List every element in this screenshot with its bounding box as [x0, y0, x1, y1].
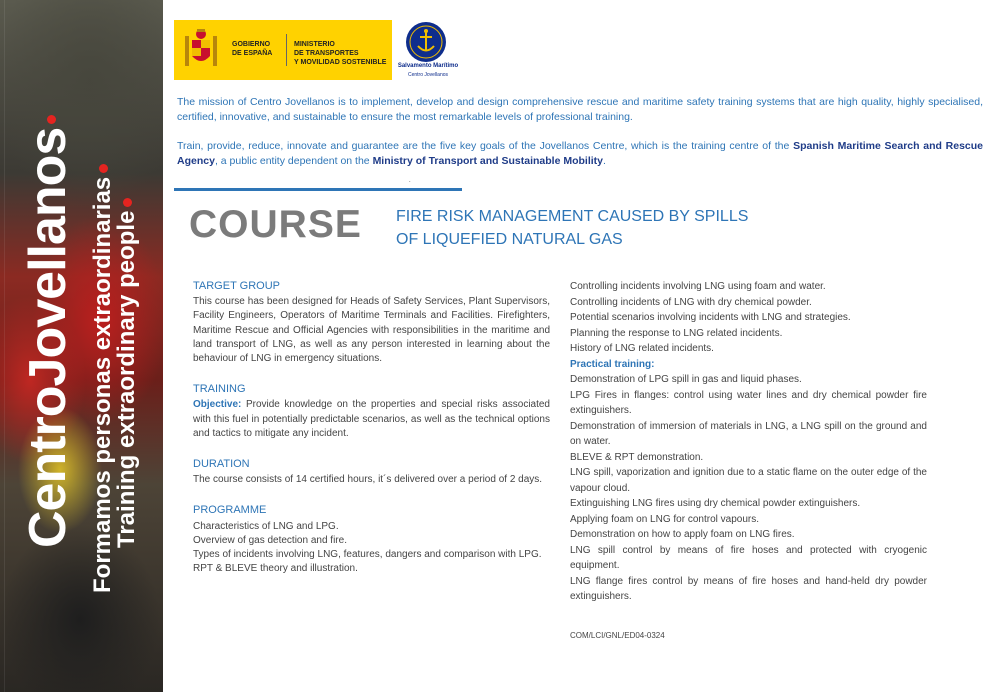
logo-separator [286, 34, 287, 66]
agency-name: Spanish Maritime Search and Rescue Agency [177, 140, 983, 167]
list-item: LNG spill, vaporization and ignition due to a static flame on the outer edge of the vapour cloud. [570, 467, 927, 494]
list-item: Types of incidents involving LNG, features, dangers and comparison with LPG. [193, 549, 542, 561]
list-item: Characteristics of LNG and LPG. [193, 520, 339, 532]
training-text: Objective: Provide knowledge on the properties and special risks associated with this fuel in potentially predictable scenarios, as well as the technical options and tactics to mitigate any incident. [193, 399, 550, 439]
list-item: RPT & BLEVE theory and illustration. [193, 563, 358, 575]
left-column [193, 279, 550, 576]
list-item: History of LNG related incidents. [570, 343, 714, 354]
blue-divider [174, 188, 462, 191]
section-heading: TRAINING [193, 383, 246, 396]
duration-section [193, 457, 550, 487]
list-item: Potential scenarios involving incidents with LNG and strategies. [570, 312, 851, 323]
centro-jovellanos-label: Centro Jovellanos [407, 72, 449, 78]
duration-text: The course consists of 14 certified hours, it´s delivered over a period of 2 days. [193, 474, 543, 486]
side-tagline-es: Formamos personas extraordinarias [89, 164, 117, 593]
decorative-dot: . [409, 178, 411, 184]
training-section [193, 382, 550, 441]
salvamento-maritimo-name: Salvamento Marítimo [397, 63, 459, 69]
mission-paragraph: The mission of Centro Jovellanos is to implement, develop and design comprehensive rescue and maritime safety training systems that are high quality, highly specialised, certified, innovative, and sustainable to ensure the most remarkable levels of professional training. [177, 96, 983, 123]
side-brand: CentroJovellanos [18, 115, 78, 548]
course-label: COURSE [189, 203, 362, 246]
course-title: FIRE RISK MANAGEMENT CAUSED BY SPILLS OF LIQUEFIED NATURAL GAS [396, 208, 749, 248]
side-tagline-en: Training extraordinary people [113, 198, 141, 548]
list-item: Demonstration on how to apply foam on LNG fires. [570, 529, 795, 540]
list-item: LNG flange fires control by means of fire hoses and hand-held dry powder extinguishers. [570, 575, 927, 602]
gobierno-logo [174, 20, 392, 80]
anchor-icon [406, 22, 446, 62]
list-item: Extinguishing LNG fires using dry chemical powder extinguishers. [570, 498, 861, 509]
target-group-text: This course has been designed for Heads of Safety Services, Plant Supervisors, Facility Engineers, Operators of Maritime Terminals and Facilities. Firefighters, Maritime Rescue and Official Agencies with responsibilities in the maritime and land transport of LNG, as well as any person interested in learning about the behaviour of LNG in emergency situations. [193, 296, 550, 365]
objective-label: Objective: [193, 399, 242, 411]
list-item: LNG spill control by means of fire hoses and protected with cryogenic equipment. [570, 544, 927, 571]
list-item: Demonstration of immersion of materials in LNG, a LNG spill on the ground and on water. [570, 420, 927, 447]
list-item: BLEVE & RPT demonstration. [570, 451, 704, 463]
document-code: COM/LCI/GNL/ED04-0324 [570, 631, 665, 640]
list-item: LPG Fires in flanges: control using water lines and dry chemical powder fire extinguishers. [570, 389, 927, 416]
target-group-section [193, 279, 550, 366]
red-dot-icon [99, 164, 108, 173]
salvamento-maritimo-logo-icon [406, 22, 446, 62]
right-column [570, 279, 927, 605]
list-item: Controlling incidents involving LNG using foam and water. [570, 281, 826, 292]
red-dot-icon [47, 115, 56, 124]
list-item: Demonstration of LPG spill in gas and liquid phases. [570, 374, 802, 385]
practical-training-heading: Practical training: [570, 358, 655, 370]
programme-section [193, 503, 550, 576]
list-item: Controlling incidents of LNG with dry chemical powder. [570, 296, 812, 308]
coat-of-arms-icon [182, 26, 220, 72]
goals-paragraph: Train, provide, reduce, innovate and guarantee are the five key goals of the Jovellanos Centre, which is the training centre of the Spanish Maritime Search and Rescue Agency, a public entity dependent on the Ministry of Transport and Sustainable Mobility. [177, 140, 983, 167]
list-item: Applying foam on LNG for control vapours. [570, 513, 759, 525]
red-dot-icon [123, 198, 132, 207]
section-heading: PROGRAMME [193, 504, 267, 517]
section-heading: TARGET GROUP [193, 280, 280, 292]
ministry-name: Ministry of Transport and Sustainable Mobility [372, 155, 604, 167]
ministerio-text: MINISTERIO DE TRANSPORTES Y MOVILIDAD SOSTENIBLE [294, 41, 387, 66]
side-photo-strip [0, 0, 163, 692]
gobierno-text: GOBIERNO DE ESPAÑA [232, 41, 273, 57]
list-item: Overview of gas detection and fire. [193, 534, 347, 546]
list-item: Planning the response to LNG related incidents. [570, 327, 783, 339]
section-heading: DURATION [193, 458, 250, 471]
